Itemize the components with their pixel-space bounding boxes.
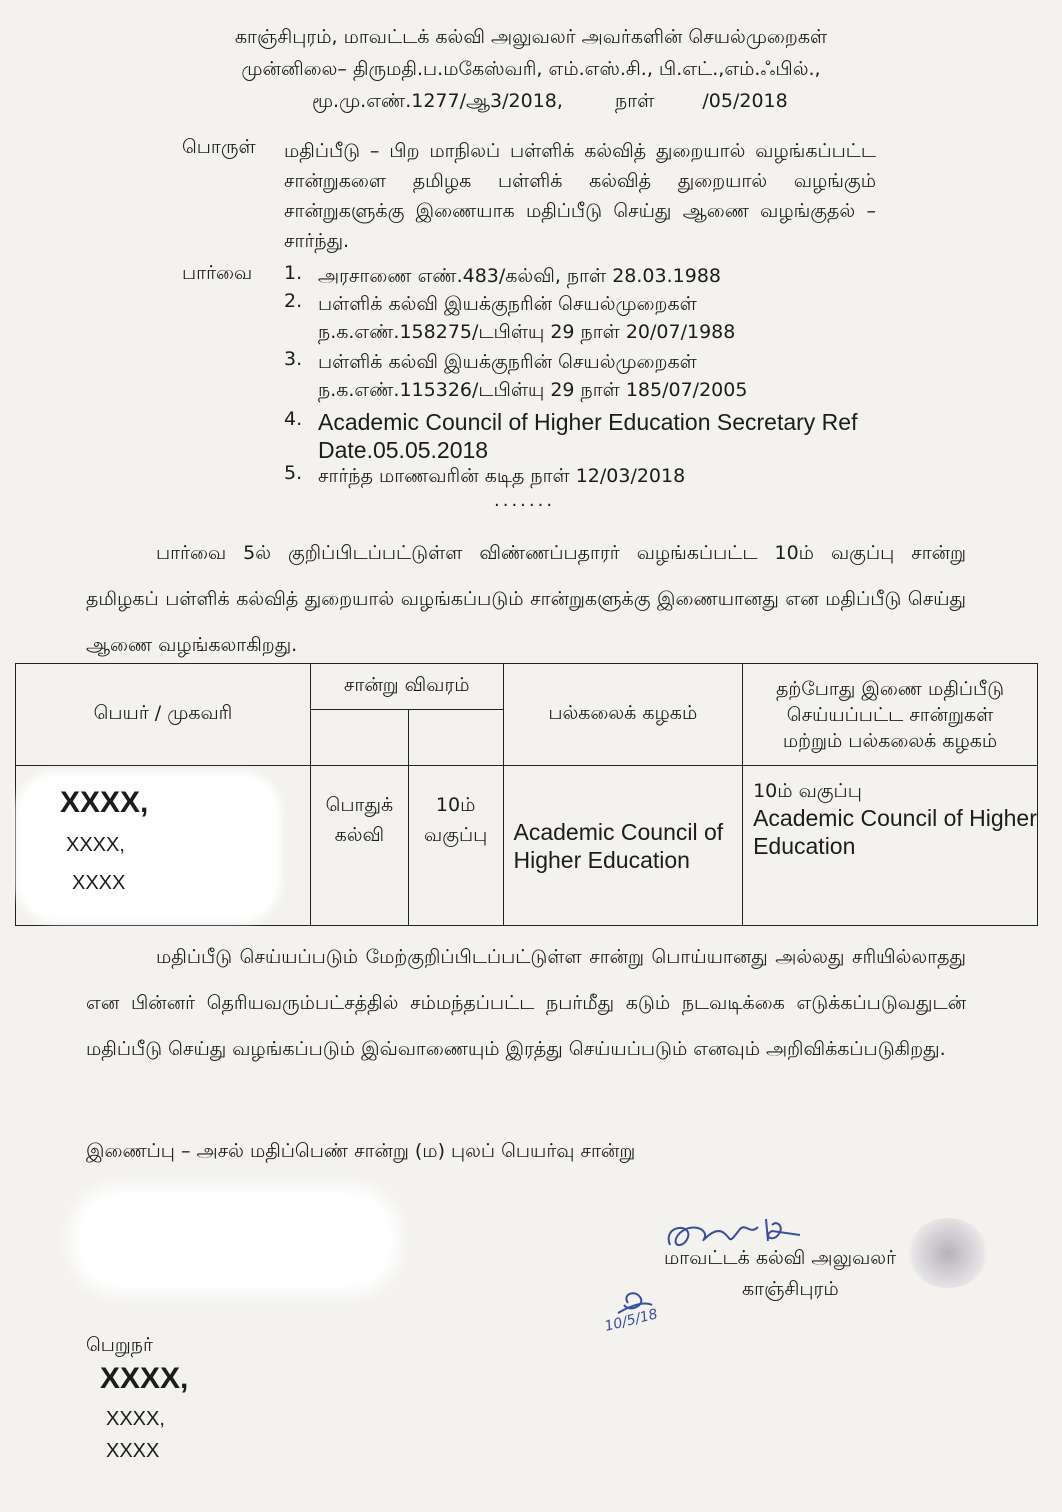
header-subcell — [310, 710, 408, 766]
reference-line: Academic Council of Higher Education Secretary Ref — [318, 409, 858, 435]
header-line-office: காஞ்சிபுரம், மாவட்டக் கல்வி அலுவலர் அவர்களின் செயல்முறைகள் — [234, 26, 828, 48]
recipient-label: பெறுநர் — [86, 1334, 153, 1356]
reference-item — [284, 462, 685, 490]
recipient-address-line: XXXX — [106, 1440, 160, 1462]
reference-line: பள்ளிக் கல்வி இயக்குநரின் செயல்முறைகள் — [318, 293, 697, 315]
reference-item — [284, 408, 857, 464]
cell-name-address — [16, 766, 311, 926]
order-paragraph-text: பார்வை 5ல் குறிப்பிடப்பட்டுள்ள விண்ணப்பதாரர் வழங்கப்பட்ட 10ம் வகுப்பு சான்று தமிழகப் பள்ளிக் கல்வித் துறையால் வழங்கப்படும் சான்றுகளுக்கு இணையானது என மதிப்பீடு செய்து ஆணை வழங்கலாகிறது. — [86, 542, 966, 656]
cell-class — [408, 766, 503, 926]
applicant-address-line: XXXX — [72, 872, 126, 894]
recipient-name: XXXX, — [100, 1362, 189, 1395]
references-label: பார்வை — [182, 262, 253, 284]
header-subcell — [408, 710, 503, 766]
reference-line: சார்ந்த மாணவரின் கடித நாள் 12/03/2018 — [318, 465, 686, 487]
cell-equivalent — [743, 766, 1038, 926]
reference-line: Date.05.05.2018 — [318, 437, 489, 463]
recipient-address-line: XXXX, — [106, 1408, 165, 1430]
reference-number-2: 2. — [284, 290, 303, 312]
subject-label: பொருள் — [182, 136, 256, 158]
redaction-patch — [70, 1185, 400, 1295]
reference-number-1: 1. — [284, 262, 303, 284]
class-line: வகுப்பு — [424, 824, 488, 846]
header-equivalent: தற்போது இணை மதிப்பீடு செய்யப்பட்ட சான்றுகள் மற்றும் பல்கலைக் கழகம் — [743, 664, 1038, 766]
reference-number: மூ.மு.எண்.1277/ஆ3/2018, — [312, 90, 563, 112]
enclosure-note: இணைப்பு – அசல் மதிப்பெண் சான்று (ம) புலப் பெயர்வு சான்று — [86, 1140, 636, 1162]
cell-certificate-type — [310, 766, 408, 926]
certificate-type-line: பொதுக் — [325, 794, 394, 816]
warning-paragraph — [86, 934, 966, 1072]
university-name: Academic Council of Higher Education — [513, 818, 724, 873]
certificate-type-line: கல்வி — [334, 824, 385, 846]
reference-item — [284, 290, 735, 346]
header-certificate-details: சான்று விவரம் — [310, 664, 503, 710]
reference-number-4: 4. — [284, 408, 303, 430]
reference-item — [284, 262, 721, 290]
warning-paragraph-text: மதிப்பீடு செய்யப்படும் மேற்குறிப்பிடப்பட்டுள்ள சான்று பொய்யானது அல்லது சரியில்லாதது என பின்னர் தெரியவரும்பட்சத்தில் சம்மந்தப்பட்ட நபர்மீது கடும் நடவடிக்கை எடுக்கப்படுவதுடன் மதிப்பீடு செய்து வழங்கப்படும் இவ்வாணையும் இரத்து செய்யப்படும் எனவும் அறிவிக்கப்படுகிறது. — [86, 946, 966, 1060]
signatory-place: காஞ்சிபுரம் — [742, 1278, 839, 1300]
initial-date: 10/5/18 — [603, 1306, 660, 1335]
applicant-name: XXXX, — [60, 786, 149, 819]
subject-text: மதிப்பீடு – பிற மாநிலப் பள்ளிக் கல்வித் துறையால் வழங்கப்பட்ட சான்றுகளை தமிழக பள்ளிக் கல்வித் துறையால் வழங்கும் சான்றுகளுக்கு இணையாக மதிப்பீடு செய்து ஆணை வழங்குதல் – சார்ந்து. — [284, 140, 876, 252]
signature-icon — [600, 1205, 860, 1345]
separator-dots: ....... — [494, 490, 556, 511]
header-university: பல்கலைக் கழகம் — [503, 664, 743, 766]
applicant-address-line: XXXX, — [66, 834, 125, 856]
date-value: /05/2018 — [702, 90, 788, 112]
reference-number-3: 3. — [284, 348, 303, 370]
reference-line: ந.க.எண்.158275/டபிள்யு 29 நாள் 20/07/1988 — [318, 321, 736, 343]
signatory-title: மாவட்டக் கல்வி அலுவலர் — [664, 1247, 896, 1269]
reference-number-5: 5. — [284, 462, 303, 484]
header-name-address: பெயர் / முகவரி — [16, 664, 311, 766]
certificate-table — [15, 663, 1038, 926]
equivalent-class: 10ம் வகுப்பு — [753, 780, 862, 802]
reference-line: அரசாணை எண்.483/கல்வி, நாள் 28.03.1988 — [318, 265, 721, 287]
cell-university — [503, 766, 743, 926]
date-label: நாள் — [615, 90, 655, 112]
reference-line: ந.க.எண்.115326/டபிள்யு 29 நாள் 185/07/2005 — [318, 379, 748, 401]
header-line-officer: முன்னிலை– திருமதி.ப.மகேஸ்வரி, எம்.எஸ்.சி., பி.எட்.,எம்.ஃபில்., — [241, 58, 821, 80]
redaction-patch — [16, 772, 281, 922]
order-paragraph — [86, 530, 966, 668]
class-line: 10ம் — [435, 794, 476, 816]
header-reference — [312, 90, 788, 115]
equivalent-university: Academic Council of Higher Education — [753, 805, 1037, 859]
reference-item — [284, 348, 747, 404]
office-seal — [908, 1218, 988, 1288]
reference-line: பள்ளிக் கல்வி இயக்குநரின் செயல்முறைகள் — [318, 351, 697, 373]
